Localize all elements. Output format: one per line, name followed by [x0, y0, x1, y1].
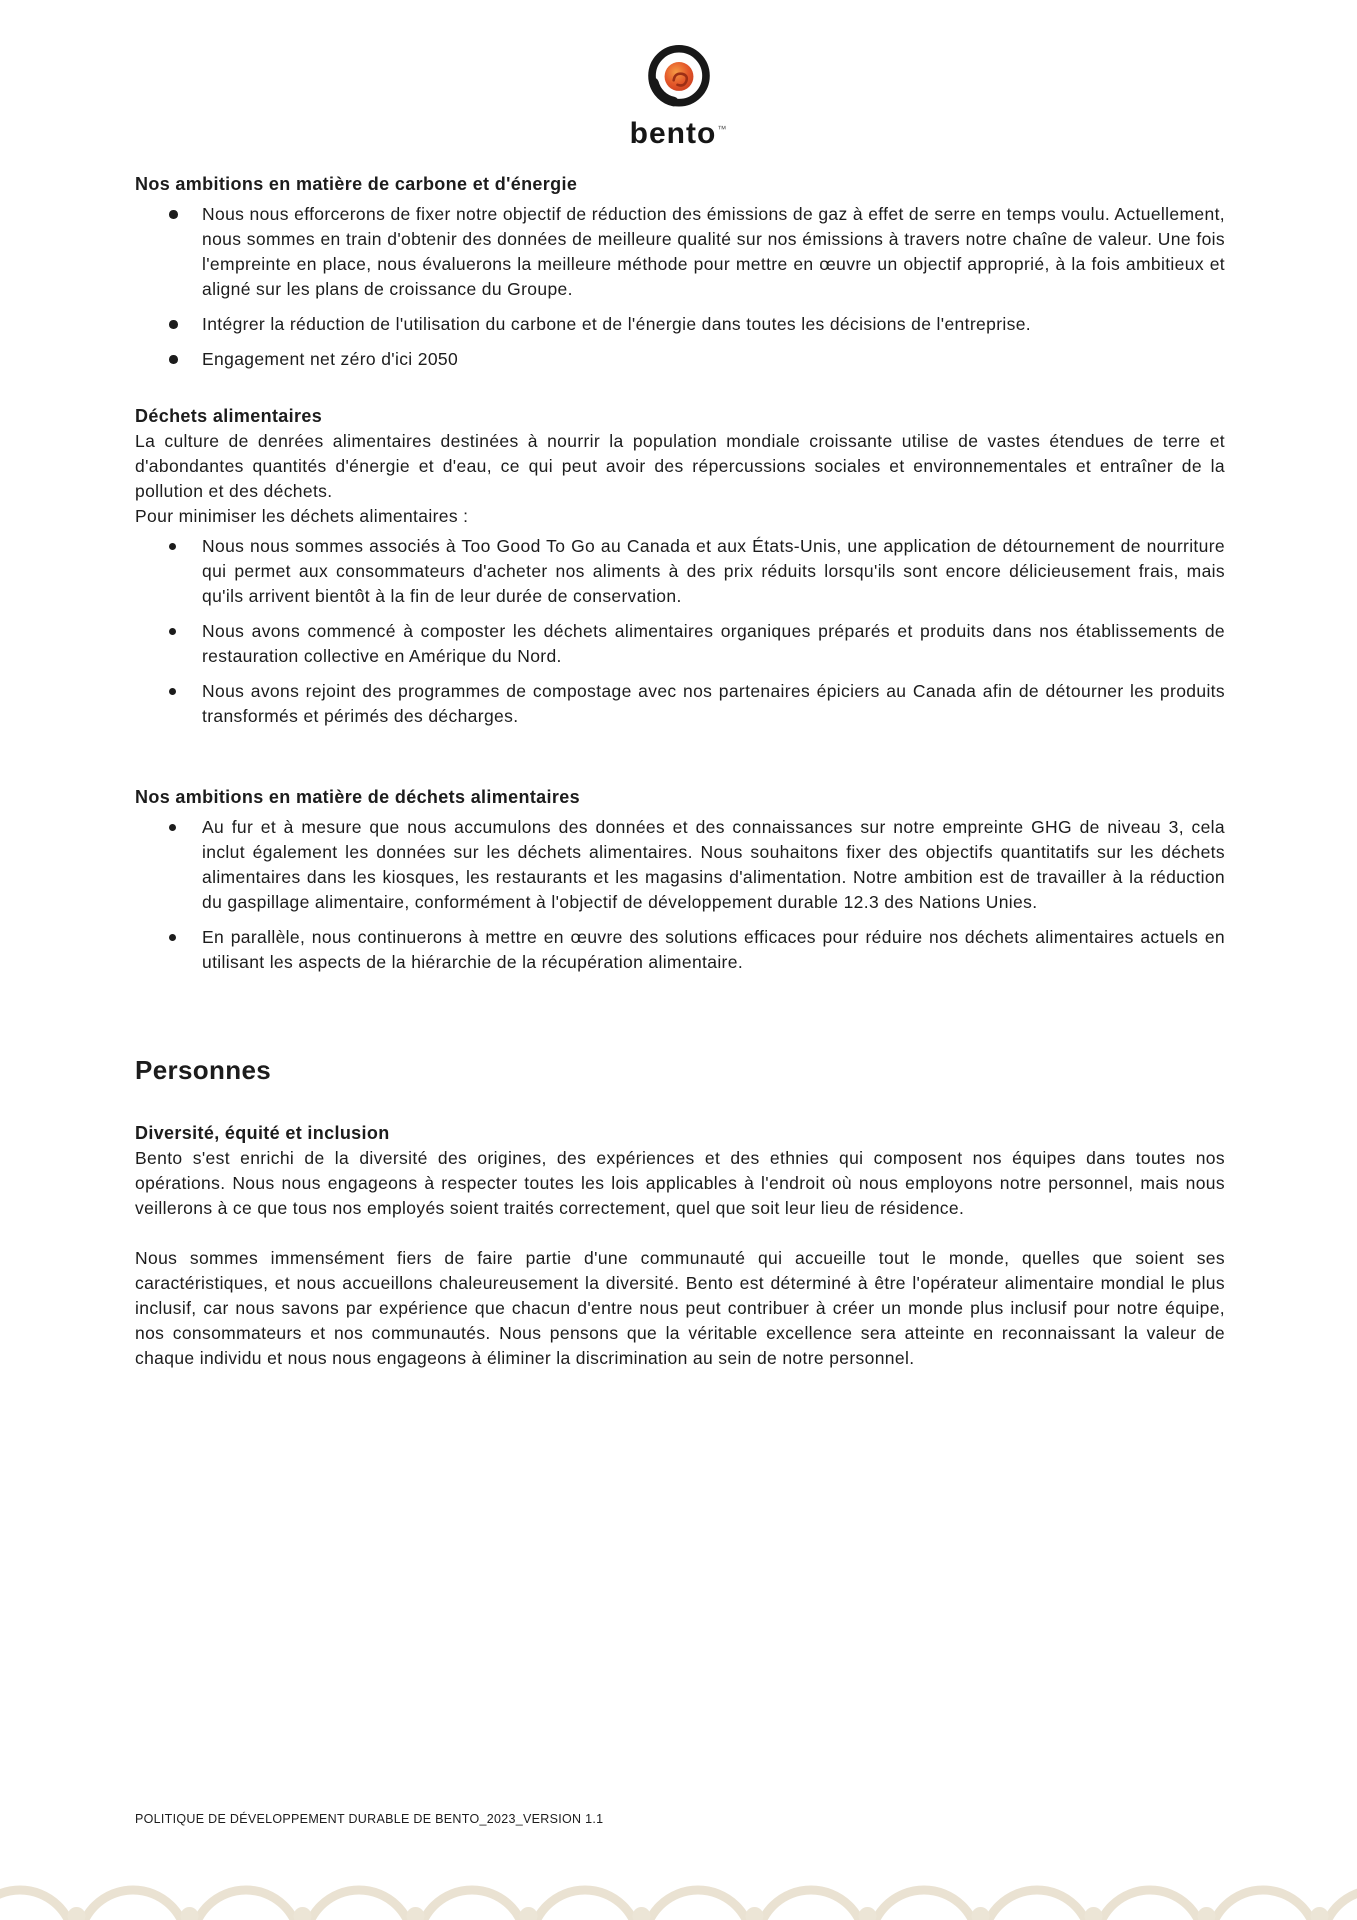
brand-name: bento: [629, 117, 717, 150]
dei-paragraph-1: Bento s'est enrichi de la diversité des origines, des expériences et des ethnies qui composent nos équipes dans toutes nos opérations. Nous nous engageons à respecter toutes les lois applicables à l'endroit où nous employons notre personnel, mais nous veillerons à ce que tous nos employés soient traités correctement, quel que soit leur lieu de résidence.: [135, 1148, 1225, 1218]
bullet-item: En parallèle, nous continuerons à mettre en œuvre des solutions efficaces pour réduire nos déchets alimentaires actuels en utilisant les aspects de la hiérarchie de la récupération alimentaire.: [202, 925, 1225, 975]
bullet-item: Nous nous sommes associés à Too Good To Go au Canada et aux États-Unis, une application de détournement de nourriture qui permet aux consommateurs d'acheter nos aliments à des prix réduits lorsqu'ils sont encore délicieusement frais, mais qu'ils arrivent bientôt à la fin de leur durée de conservation.: [202, 534, 1225, 609]
heading-carbon-ambitions: Nos ambitions en matière de carbone et d'énergie: [135, 174, 578, 194]
bullet-item: Au fur et à mesure que nous accumulons des données et des connaissances sur notre empreinte GHG de niveau 3, cela inclut également les données sur les déchets alimentaires. Nous souhaitons fixer des objectifs quantitatifs sur les déchets alimentaires dans les kiosques, les restaurants et les magasins d'alimentation. Notre ambition est de travailler à la réduction du gaspillage alimentaire, conformément à l'objectif de développement durable 12.3 des Nations Unies.: [202, 815, 1225, 915]
food-waste-list: [135, 534, 1225, 729]
heading-dei: Diversité, équité et inclusion: [135, 1123, 390, 1143]
bullet-item: Nous avons commencé à composter les déchets alimentaires organiques préparés et produits dans nos établissements de restauration collective en Amérique du Nord.: [202, 619, 1225, 669]
bullet-item: Engagement net zéro d'ici 2050: [202, 347, 1225, 372]
food-waste-lead: Pour minimiser les déchets alimentaires :: [135, 506, 469, 526]
heading-food-waste: Déchets alimentaires: [135, 406, 323, 426]
heading-people: Personnes: [135, 1055, 272, 1085]
carbon-ambitions-list: [135, 202, 1225, 372]
bullet-item: Intégrer la réduction de l'utilisation du carbone et de l'énergie dans toutes les décisions de l'entreprise.: [202, 312, 1225, 337]
document-body: [135, 172, 1225, 1371]
trademark-icon: ™: [717, 124, 728, 134]
brand-wordmark: [630, 117, 728, 151]
heading-waste-ambitions: Nos ambitions en matière de déchets alimentaires: [135, 787, 580, 807]
bullet-item: Nous nous efforcerons de fixer notre objectif de réduction des émissions de gaz à effet de serre en temps voulu. Actuellement, nous sommes en train d'obtenir des données de meilleure qualité sur nos émissions à travers notre chaîne de valeur. Une fois l'empreinte en place, nous évaluerons la meilleure méthode pour mettre en œuvre un objectif approprié, à la fois ambitieux et aligné sur les plans de croissance du Groupe.: [202, 202, 1225, 302]
food-waste-intro: La culture de denrées alimentaires destinées à nourrir la population mondiale croissante utilise de vastes étendues de terre et d'abondantes quantités d'énergie et d'eau, ce qui peut avoir des répercussions sociales et environnementales et entraîner de la pollution et des déchets.: [135, 431, 1225, 501]
footer-document-title: POLITIQUE DE DÉVELOPPEMENT DURABLE DE BENTO_2023_VERSION 1.1: [135, 1812, 604, 1826]
waste-ambitions-list: [135, 815, 1225, 975]
bullet-item: Nous avons rejoint des programmes de compostage avec nos partenaires épiciers au Canada afin de détourner les produits transformés et périmés des décharges.: [202, 679, 1225, 729]
bento-logo-icon: [641, 40, 717, 116]
bottom-scallop-decoration: [0, 1846, 1357, 1920]
brand-header: [0, 0, 1357, 151]
dei-paragraph-2: Nous sommes immensément fiers de faire partie d'une communauté qui accueille tout le monde, quelles que soient ses caractéristiques, et nous accueillons chaleureusement la diversité. Bento est déterminé à être l'opérateur alimentaire mondial le plus inclusif, car nous savons par expérience que chacun d'entre nous peut contribuer à créer un monde plus inclusif pour notre équipe, nos consommateurs et nos communautés. Nous pensons que la véritable excellence sera atteinte en reconnaissant la valeur de chaque individu et nous nous engageons à éliminer la discrimination au sein de notre personnel.: [135, 1248, 1225, 1368]
